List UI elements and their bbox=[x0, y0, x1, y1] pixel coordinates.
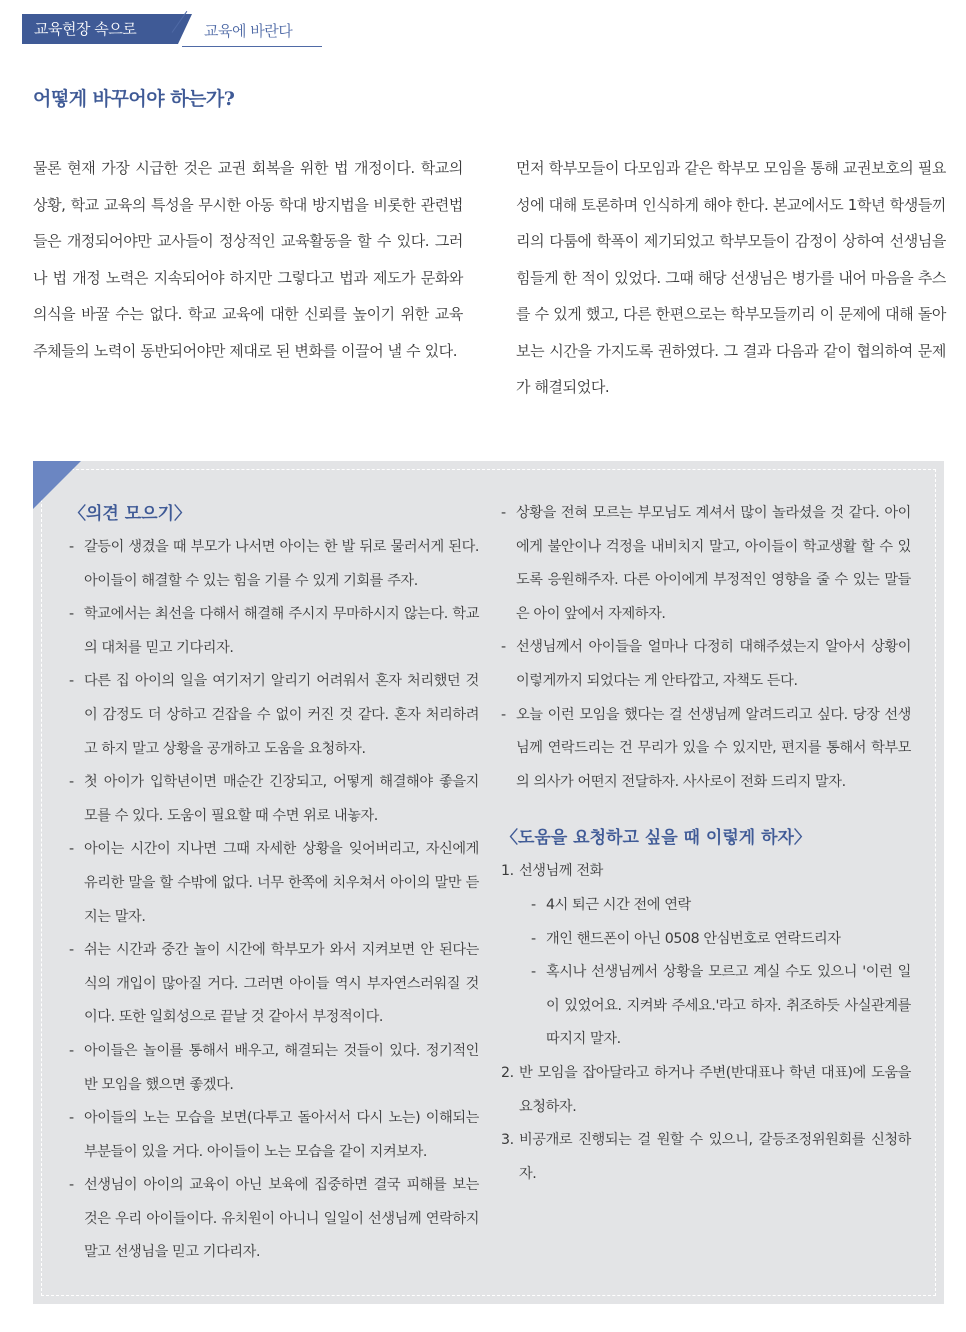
list-item: - 쉬는 시간과 중간 놀이 시간에 학부모가 와서 지켜보면 안 된다는 식의 개입이 많아질 거다. 그러면 아이들 역시 부자연스러워질 것이다. 또한 일회성으로 끝날 것 같아서 부정적이다. bbox=[69, 934, 479, 1035]
list-item: - 선생님이 아이의 교육이 아닌 보육에 집중하면 결국 피해를 보는 것은 우리 아이들이다. 유치원이 아니니 일일이 선생님께 연락하지 말고 선생님을 믿고 기다리자. bbox=[69, 1169, 479, 1270]
discussion-box bbox=[33, 461, 944, 1304]
tab-underline bbox=[182, 46, 322, 47]
step-number: 2. bbox=[501, 1064, 514, 1081]
spacer bbox=[501, 799, 911, 821]
tab-section[interactable]: 교육현장 속으로 bbox=[22, 14, 178, 44]
list-item: - 갈등이 생겼을 때 부모가 나서면 아이는 한 발 뒤로 물러서게 된다. 아이들이 해결할 수 있는 힘을 기를 수 있게 기회를 주자. bbox=[69, 531, 479, 598]
sub-item: - 4시 퇴근 시간 전에 연락 bbox=[531, 889, 911, 923]
opinions-list-left bbox=[69, 531, 479, 1270]
list-item: - 다른 집 아이의 일을 여기저기 알리기 어려워서 혼자 처리했던 것이 감정도 더 상하고 걷잡을 수 없이 커진 것 같다. 혼자 처리하려고 하지 말고 상황을 공개하고 도움을 요청하자. bbox=[69, 665, 479, 766]
sub-item: - 혹시나 선생님께서 상황을 모르고 계실 수도 있으니 '이런 일이 있었어요. 지켜봐 주세요.'라고 하자. 취조하듯 사실관계를 따지지 말자. bbox=[531, 956, 911, 1057]
sub-item: - 개인 핸드폰이 아닌 0508 안심번호로 연락드리자 bbox=[531, 923, 911, 957]
tab-subsection[interactable]: 교육에 바란다 bbox=[204, 22, 293, 40]
help-step bbox=[501, 855, 911, 1057]
opinions-list-right bbox=[501, 497, 911, 799]
step-text: 비공개로 진행되는 걸 원할 수 있으니, 갈등조정위원회를 신청하자. bbox=[519, 1132, 911, 1182]
box-right-column bbox=[501, 497, 911, 1191]
list-item: - 첫 아이가 입학년이면 매순간 긴장되고, 어떻게 해결해야 좋을지 모를 수 있다. 도움이 필요할 때 수면 위로 내놓자. bbox=[69, 766, 479, 833]
list-item: - 선생님께서 아이들을 얼마나 다정히 대해주셨는지 알아서 상황이 이렇게까지 되었다는 게 안타깝고, 자책도 든다. bbox=[501, 631, 911, 698]
list-item: - 아이는 시간이 지나면 그때 자세한 상황을 잊어버리고, 자신에게 유리한 말을 할 수밖에 없다. 너무 한쪽에 치우쳐서 아이의 말만 듣지는 말자. bbox=[69, 833, 479, 934]
help-steps bbox=[501, 855, 911, 1191]
step-text: 반 모임을 잡아달라고 하거나 주변(반대표나 학년 대표)에 도움을 요청하자. bbox=[519, 1064, 911, 1115]
step-number: 3. bbox=[501, 1132, 514, 1149]
intro-left-paragraph: 물론 현재 가장 시급한 것은 교권 회복을 위한 법 개정이다. 학교의 상황, 학교 교육의 특성을 무시한 아동 학대 방지법을 비롯한 관련법들은 개정되어야만 교사들이 정상적인 교육활동을 할 수 있다. 그러나 법 개정 노력은 지속되어야 하지만 그렇다고 법과 제도가 문화와 의식을 바꿀 수는 없다. 학교 교육에 대한 신뢰를 높이기 위한 교육 주체들의 노력이 동반되어야만 제대로 된 변화를 이끌어 낼 수 있다. bbox=[33, 159, 463, 360]
intro-left-column bbox=[33, 150, 463, 369]
intro-right-column bbox=[516, 150, 946, 406]
opinions-title: 〈의견 모으기〉 bbox=[69, 504, 192, 524]
step-number: 1. bbox=[501, 863, 514, 880]
help-step bbox=[501, 1057, 911, 1124]
list-item: - 학교에서는 최선을 다해서 해결해 주시지 무마하시지 않는다. 학교의 대처를 믿고 기다리자. bbox=[69, 598, 479, 665]
step-text: 선생님께 전화 bbox=[519, 863, 603, 880]
list-item: - 아이들은 놀이를 통해서 배우고, 해결되는 것들이 있다. 정기적인 반 모임을 했으면 좋겠다. bbox=[69, 1035, 479, 1102]
list-item: - 오늘 이런 모임을 했다는 걸 선생님께 알려드리고 싶다. 당장 선생님께 연락드리는 건 무리가 있을 수 있지만, 편지를 통해서 학부모의 의사가 어떤지 전달하자. 사사로이 전화 드리지 말자. bbox=[501, 699, 911, 800]
intro-right-paragraph: 먼저 학부모들이 다모임과 같은 학부모 모임을 통해 교권보호의 필요성에 대해 토론하며 인식하게 해야 한다. 본교에서도 1학년 학생들끼리의 다툼에 학폭이 제기되었고 학부모들이 감정이 상하여 선생님을 힘들게 한 적이 있었다. 그때 해당 선생님은 병가를 내어 마음을 추스를 수 있게 했고, 다른 한편으로는 학부모들끼리 이 문제에 대해 돌아보는 시간을 가지도록 권하였다. 그 결과 다음과 같이 협의하여 문제가 해결되었다. bbox=[516, 159, 946, 396]
help-step bbox=[501, 1124, 911, 1191]
step-sublist bbox=[519, 889, 911, 1057]
header-tabs bbox=[22, 12, 322, 50]
page-title: 어떻게 바꾸어야 하는가? bbox=[33, 88, 235, 110]
list-item: - 상황을 전혀 모르는 부모님도 계셔서 많이 놀라셨을 것 같다. 아이에게 불안이나 걱정을 내비치지 말고, 아이들이 학교생활 할 수 있도록 응원해주자. 다른 아이에게 부정적인 영향을 줄 수 있는 말들은 아이 앞에서 자제하자. bbox=[501, 497, 911, 631]
list-item: - 아이들의 노는 모습을 보면(다투고 돌아서서 다시 노는) 이해되는 부분들이 있을 거다. 아이들이 노는 모습을 같이 지켜보자. bbox=[69, 1102, 479, 1169]
help-title: 〈도움을 요청하고 싶을 때 이렇게 하자〉 bbox=[501, 828, 811, 849]
box-left-column bbox=[69, 497, 479, 1270]
